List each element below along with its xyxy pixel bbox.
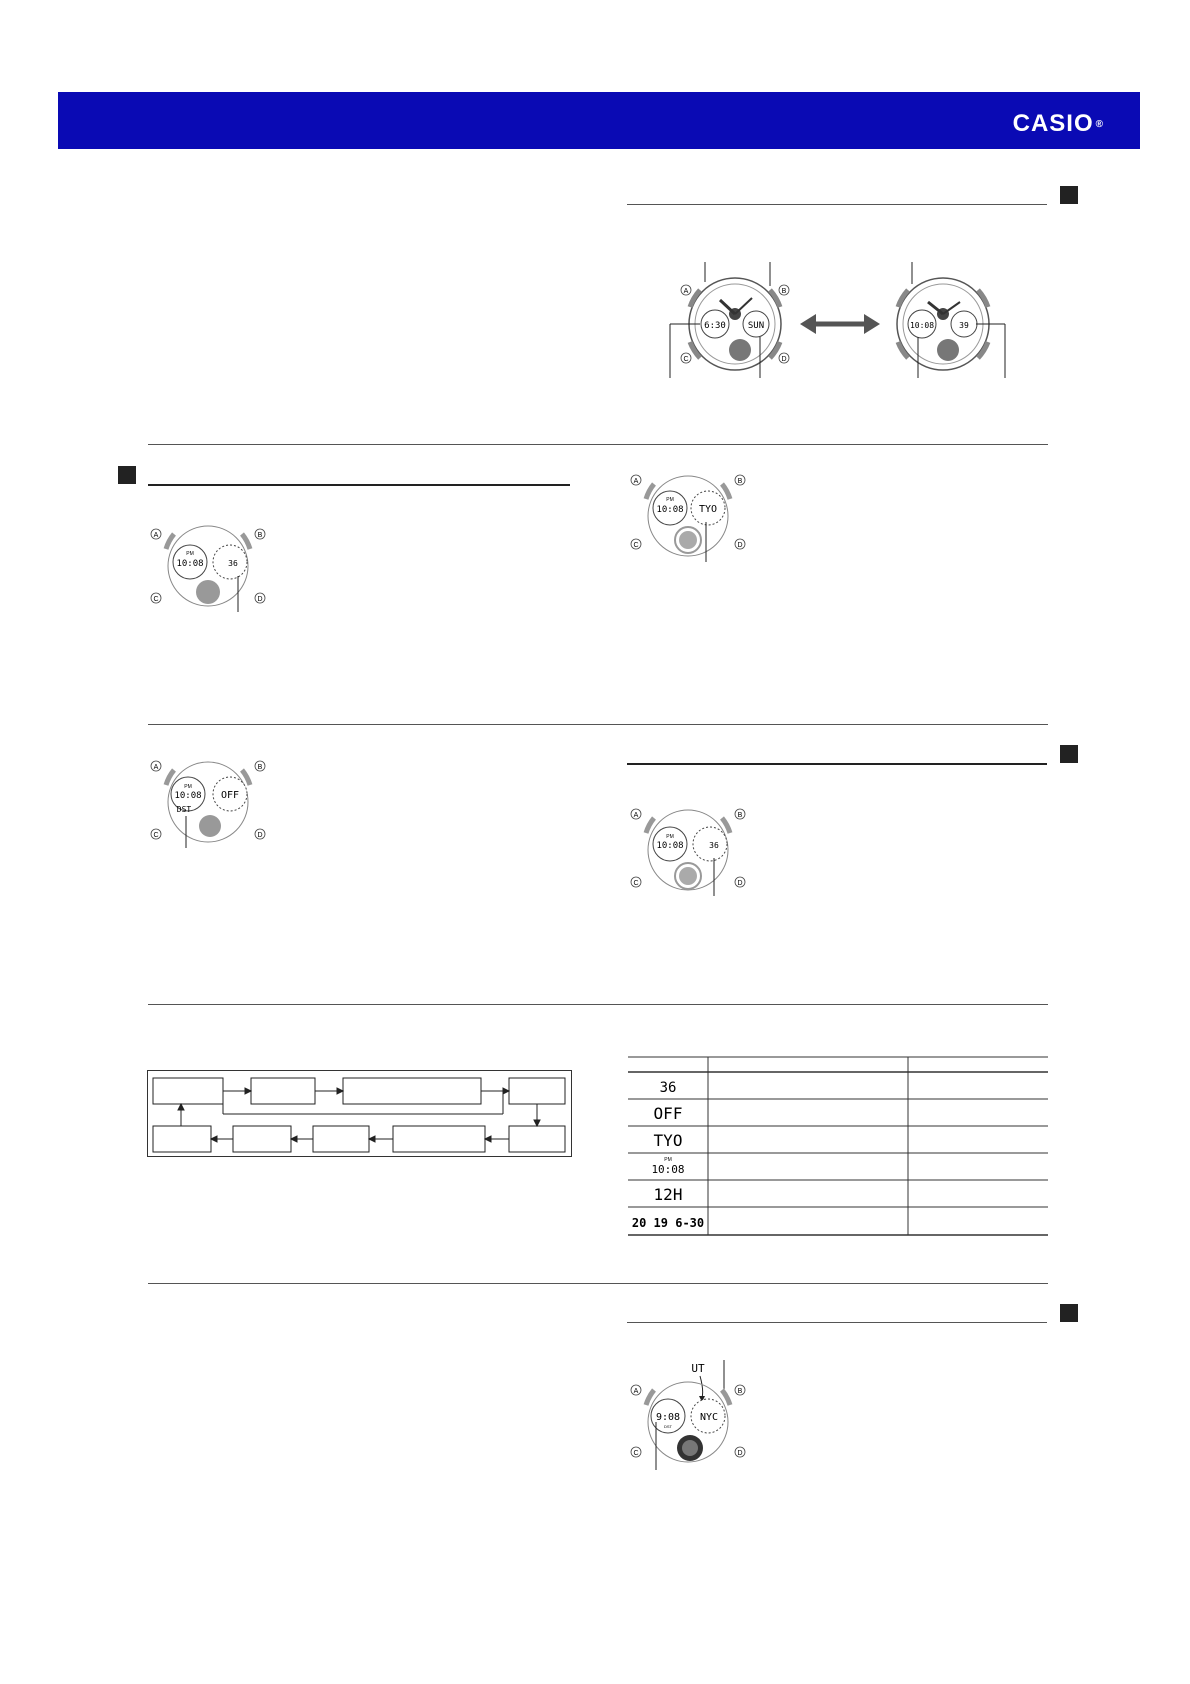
svg-text:D: D — [737, 1450, 743, 1457]
svg-text:PM: PM — [666, 497, 674, 503]
pm-indicator: PM — [186, 551, 194, 557]
watch-illustration-sec1 — [148, 524, 268, 614]
city-code-display: TYO — [698, 504, 718, 515]
watch-illustration-sec4 — [628, 808, 748, 898]
svg-text:C: C — [153, 596, 159, 603]
flow-box — [233, 1126, 291, 1152]
flow-box — [313, 1126, 369, 1152]
svg-text:B: B — [257, 532, 263, 539]
svg-text:C: C — [633, 1450, 639, 1457]
flow-box — [153, 1126, 211, 1152]
table-cell-display: 20 19 6-30 — [631, 1216, 705, 1230]
double-arrow — [800, 314, 880, 334]
time-display: 9:08 — [655, 1412, 681, 1423]
setting-sequence-flow — [147, 1070, 572, 1160]
svg-text:D: D — [737, 542, 743, 549]
flow-box — [251, 1078, 315, 1104]
svg-text:D: D — [737, 880, 743, 887]
table-cell-display: TYO — [653, 1131, 683, 1150]
watch-illustration-sec3 — [148, 760, 268, 850]
button-a-label: A — [683, 288, 689, 295]
sub-display: 36 — [709, 841, 719, 850]
settings-table — [628, 1055, 1048, 1240]
table-cell-display: OFF — [653, 1104, 683, 1123]
ut-label: UT — [691, 1362, 705, 1375]
table-cell-display: 10:08 — [651, 1163, 685, 1176]
time-display: 10:08 — [656, 841, 684, 851]
svg-text:C: C — [633, 880, 639, 887]
left-day-display: SUN — [747, 321, 765, 331]
section-marker — [1060, 745, 1078, 763]
time-display: 10:08 — [174, 791, 202, 801]
sub-display: 36 — [228, 559, 238, 568]
flow-box — [509, 1078, 565, 1104]
divider — [148, 444, 1048, 445]
svg-text:A: A — [633, 1388, 639, 1395]
dst-indicator: DST — [664, 1424, 672, 1429]
svg-text:A: A — [153, 532, 159, 539]
section-rule — [627, 204, 1047, 205]
flow-box — [509, 1126, 565, 1152]
watch-illustration-sec2 — [628, 474, 748, 564]
section-marker — [118, 466, 136, 484]
time-display: 10:08 — [656, 505, 684, 515]
divider — [148, 1004, 1048, 1005]
table-cell-indicator: PM — [664, 1157, 672, 1163]
header-banner — [58, 92, 1140, 149]
section-marker — [1060, 1304, 1078, 1322]
divider — [148, 724, 1048, 725]
watch-illustration-sec5 — [628, 1360, 748, 1470]
svg-text:B: B — [737, 1388, 743, 1395]
svg-text:B: B — [737, 478, 743, 485]
watch-face-left — [670, 262, 789, 378]
button-b-label: B — [781, 288, 787, 295]
left-time-display: 6:30 — [704, 321, 726, 331]
flow-box — [343, 1078, 481, 1104]
svg-text:D: D — [257, 832, 263, 839]
svg-text:B: B — [737, 812, 743, 819]
watch-mode-diagram — [660, 262, 1020, 382]
svg-text:A: A — [153, 764, 159, 771]
svg-text:PM: PM — [184, 784, 192, 790]
flow-box — [393, 1126, 485, 1152]
section-rule — [148, 484, 570, 486]
right-sub-display: 39 — [959, 321, 969, 330]
divider — [148, 1283, 1048, 1284]
section-rule — [627, 1322, 1047, 1323]
svg-text:PM: PM — [666, 834, 674, 840]
flow-box — [153, 1078, 223, 1104]
svg-text:C: C — [633, 542, 639, 549]
right-time-display: 10:08 — [909, 321, 935, 330]
section-rule — [627, 763, 1047, 765]
city-code-display: NYC — [699, 1412, 719, 1423]
table-cell-display: 12H — [653, 1185, 683, 1204]
dst-indicator: DST — [176, 805, 192, 814]
svg-text:B: B — [257, 764, 263, 771]
time-display: 10:08 — [176, 559, 204, 569]
section-marker — [1060, 186, 1078, 204]
svg-text:A: A — [633, 478, 639, 485]
svg-text:C: C — [153, 832, 159, 839]
button-d-label: D — [781, 356, 787, 363]
table-cell-display: 36 — [659, 1080, 677, 1096]
button-c-label: C — [683, 356, 689, 363]
dst-value-display: OFF — [220, 790, 240, 801]
svg-text:A: A — [633, 812, 639, 819]
svg-text:D: D — [257, 596, 263, 603]
watch-face-right — [897, 262, 1005, 378]
casio-logo: CASIO ® — [1012, 110, 1104, 137]
